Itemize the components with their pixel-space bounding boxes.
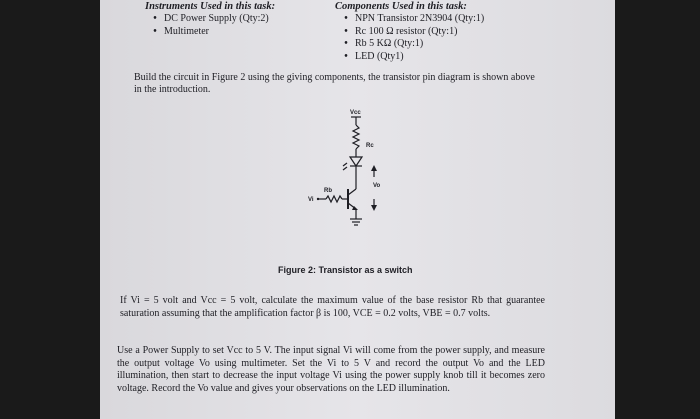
rb-label: Rb xyxy=(324,188,332,194)
rc-resistor xyxy=(353,125,359,149)
instruments-list xyxy=(146,13,269,38)
list-item: • Rc 100 Ω resistor (Qty:1) xyxy=(337,26,484,39)
list-item: • Rb 5 KΩ (Qty:1) xyxy=(337,38,484,51)
vi-label: Vi xyxy=(308,197,314,203)
vi-terminal xyxy=(317,198,319,200)
led-ray xyxy=(343,167,347,170)
vo-arrow-up xyxy=(371,165,377,171)
vo-arrow-down xyxy=(371,205,377,211)
components-list xyxy=(337,13,484,63)
vcc-label: Vcc xyxy=(350,110,361,116)
figure-2-circuit-diagram xyxy=(288,103,398,233)
transistor-collector-lead xyxy=(348,189,356,195)
figure-caption: Figure 2: Transistor as a switch xyxy=(278,265,413,275)
led-ray xyxy=(343,163,347,166)
components-heading: Components Used in this task: xyxy=(335,1,467,12)
led-symbol xyxy=(350,157,362,166)
vo-label: Vo xyxy=(373,183,381,189)
procedure-text: Use a Power Supply to set Vcc to 5 V. The input signal Vi will come from the power supply, and measure the output voltage Vo using multimeter. Set the Vi to 5 V and record the output Vo and the LED illumination, then start to decrease the input voltage Vi using the power supply knob till it becomes zero voltage. Record the Vo value and gives your observations on the LED illumination. xyxy=(117,345,545,394)
instruction-text: Build the circuit in Figure 2 using the giving components, the transistor pin diagram is shown above in the introduction. xyxy=(134,72,535,95)
list-item: • Multimeter xyxy=(146,26,269,39)
document-page xyxy=(100,0,615,419)
instruments-heading: Instruments Used in this task: xyxy=(145,1,276,12)
rc-label: Rc xyxy=(366,143,374,149)
list-item: • LED (Qty1) xyxy=(337,51,484,64)
list-item: • NPN Transistor 2N3904 (Qty:1) xyxy=(337,13,484,26)
rb-resistor xyxy=(326,196,342,202)
question-text: If Vi = 5 volt and Vcc = 5 volt, calculate the maximum value of the base resistor Rb that guarantee saturation assuming that the amplification factor β is 100, VCE = 0.2 volts, VBE = 0.7 volts. xyxy=(120,295,545,319)
list-item: • DC Power Supply (Qty:2) xyxy=(146,13,269,26)
